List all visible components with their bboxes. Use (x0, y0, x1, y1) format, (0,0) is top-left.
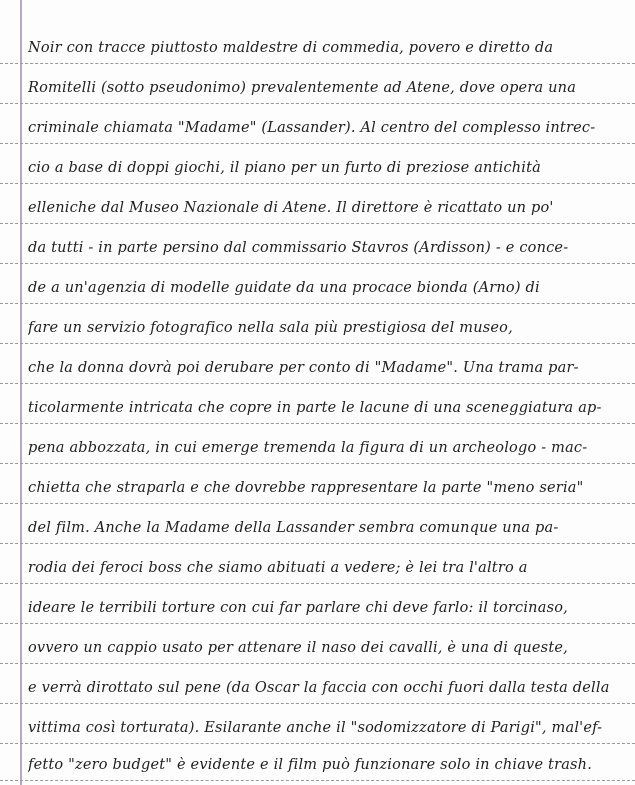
handwritten-line: del film. Anche la Madame della Lassander sembra comunque una pa- (28, 520, 559, 536)
handwritten-line: chietta che straparla e che dovrebbe rappresentare la parte "meno seria" (28, 480, 584, 496)
handwritten-line: rodia dei feroci boss che siamo abituati a vedere; è lei tra l'altro a (28, 560, 528, 576)
ruled-line (0, 223, 635, 224)
ruled-line (0, 183, 635, 184)
handwritten-line: da tutti - in parte persino dal commissario Stavros (Ardisson) - e conce- (28, 240, 569, 256)
handwritten-line: fare un servizio fotografico nella sala più prestigiosa del museo, (28, 320, 513, 336)
handwritten-line: e verrà dirottato sul pene (da Oscar la faccia con occhi fuori dalla testa della (28, 680, 610, 696)
handwritten-line: ideare le terribili torture con cui far parlare chi deve farlo: il torcinaso, (28, 600, 568, 616)
ruled-line (0, 143, 635, 144)
ruled-line (0, 263, 635, 264)
handwritten-line: che la donna dovrà poi derubare per conto di "Madame". Una trama par- (28, 360, 579, 376)
ruled-line (0, 543, 635, 544)
handwritten-line: ovvero un cappio usato per attenare il naso dei cavalli, è una di queste, (28, 640, 568, 656)
ruled-line (0, 103, 635, 104)
ruled-line (0, 463, 635, 464)
handwritten-line: vittima così torturata). Esilarante anche il "sodomizzatore di Parigi", mal'ef- (28, 720, 603, 736)
handwritten-line: Romitelli (sotto pseudonimo) prevalentemente ad Atene, dove opera una (28, 80, 577, 96)
handwritten-line: de a un'agenzia di modelle guidate da una procace bionda (Arno) di (28, 280, 540, 296)
ruled-line (0, 780, 635, 781)
handwritten-line: criminale chiamata "Madame" (Lassander). Al centro del complesso intrec- (28, 120, 596, 136)
handwritten-line: ticolarmente intricata che copre in parte le lacune di una sceneggiatura ap- (28, 400, 602, 416)
ruled-line (0, 383, 635, 384)
ruled-line (0, 343, 635, 344)
ruled-line (0, 663, 635, 664)
ruled-line (0, 63, 635, 64)
ruled-line (0, 583, 635, 584)
ruled-line (0, 623, 635, 624)
ruled-line (0, 503, 635, 504)
ruled-line (0, 703, 635, 704)
handwritten-line: Noir con tracce piuttosto maldestre di commedia, povero e diretto da (28, 40, 554, 56)
ruled-line (0, 303, 635, 304)
margin-line (20, 0, 22, 785)
handwritten-line: cio a base di doppi giochi, il piano per un furto di preziose antichità (28, 160, 542, 176)
handwritten-line: pena abbozzata, in cui emerge tremenda la figura di un archeologo - mac- (28, 440, 588, 456)
handwritten-line: elleniche dal Museo Nazionale di Atene. Il direttore è ricattato un po' (28, 200, 554, 216)
handwritten-line: fetto "zero budget" è evidente e il film può funzionare solo in chiave trash. (28, 757, 593, 773)
ruled-line (0, 743, 635, 744)
ruled-line (0, 423, 635, 424)
